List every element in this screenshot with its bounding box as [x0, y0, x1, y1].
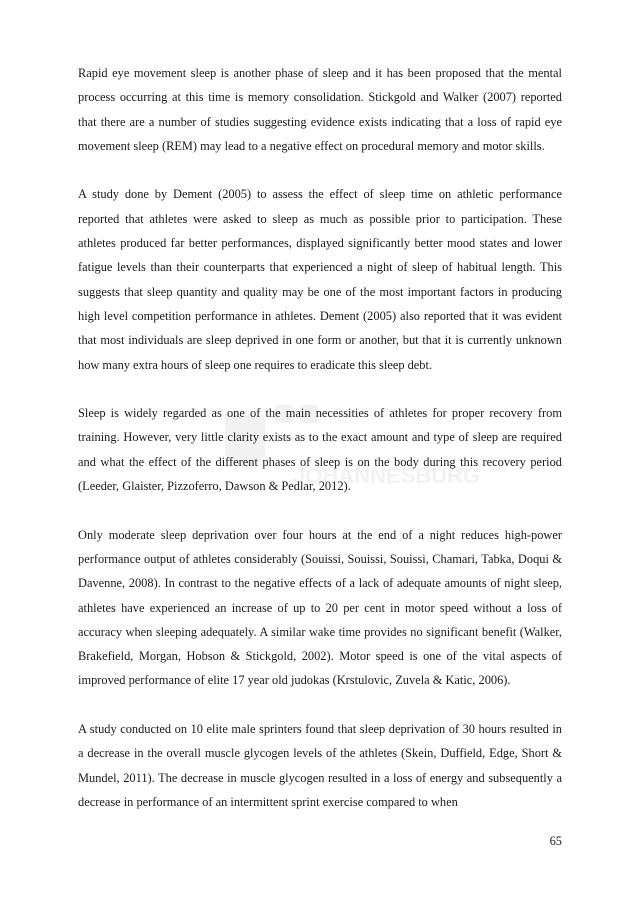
- page-number: 65: [549, 834, 562, 848]
- paragraph-dement-study: A study done by Dement (2005) to assess the effect of sleep time on athletic performance reported that athletes were asked to sleep as much as possible prior to participation. These athletes produced far better performances, displayed significantly better mood states and lower fatigue levels than their counterparts that experienced a night of sleep of habitual length. This suggests that sleep quantity and quality may be one of the most important factors in producing high level competition performance in athletes. Dement (2005) also reported that it was evident that most individuals are sleep deprived in one form or another, but that it is currently unknown how many extra hours of sleep one requires to eradicate this sleep debt.: [78, 187, 562, 372]
- paragraph-rem-sleep: Rapid eye movement sleep is another phase of sleep and it has been proposed that the mental process occurring at this time is memory consolidation. Stickgold and Walker (2007) reported that there are a number of studies suggesting evidence exists indicating that a loss of rapid eye movement sleep (REM) may lead to a negative effect on procedural memory and motor skills.: [78, 66, 562, 153]
- watermark-text: JOHANNESBURG: [293, 463, 481, 488]
- paragraph-sprinters-study: A study conducted on 10 elite male sprinters found that sleep deprivation of 30 hours resulted in a decrease in the overall muscle glycogen levels of the athletes (Skein, Duffield, Edge, Short & Mundel, 2011). The decrease in muscle glycogen resulted in a loss of energy and subsequently a decrease in performance of an intermittent sprint exercise compared to when: [78, 722, 562, 809]
- document-body: [78, 61, 562, 839]
- paragraph-sleep-deprivation: Only moderate sleep deprivation over four hours at the end of a night reduces high-power performance output of athletes considerably (Souissi, Souissi, Souissi, Chamari, Tabka, Doqui & Davenne, 2008). In contrast to the negative effects of a lack of adequate amounts of night sleep, athletes have experienced an increase of up to 20 per cent in motor speed without a loss of accuracy when sleeping adequately. A similar wake time provides no significant benefit (Walker, Brakefield, Morgan, Hobson & Stickgold, 2002). Motor speed is one of the vital aspects of improved performance of elite 17 year old judokas (Krstulovic, Zuvela & Katic, 2006).: [78, 527, 562, 688]
- paragraph-recovery: Sleep is widely regarded as one of the main necessities of athletes for proper recovery from training. However, very little clarity exists as to the exact amount and type of sleep are required and what the effect of the different phases of sleep is on the body during this recovery period (Leeder, Glaister, Pizzoferro, Dawson & Pedlar, 2012).: [78, 406, 562, 494]
